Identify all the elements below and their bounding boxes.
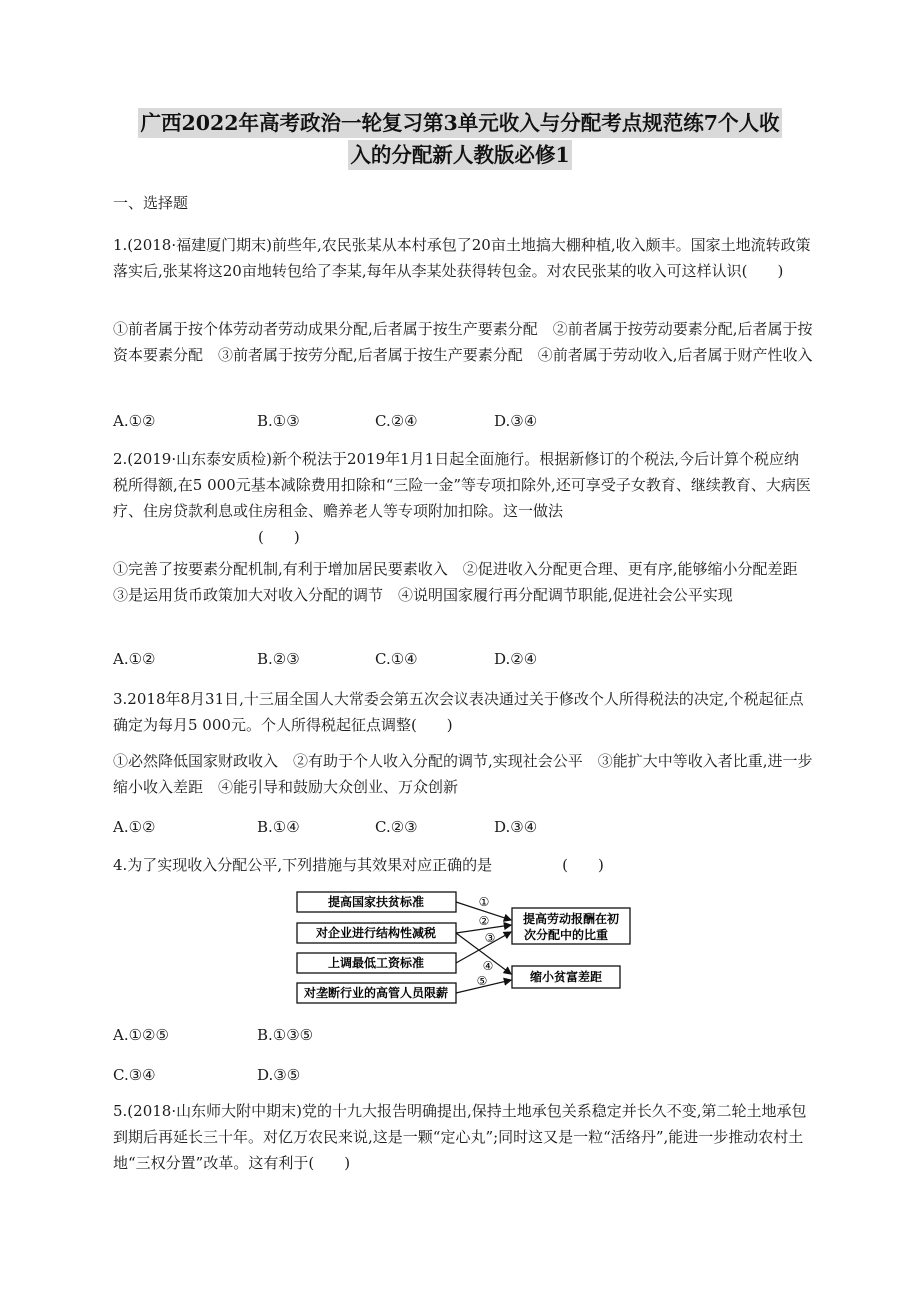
q1-option-d[interactable]: D.③④ xyxy=(494,412,538,430)
q5-stem: 5.(2018·山东师大附中期末)党的十九大报告明确提出,保持土地承包关系稳定并长久不变,第二轮土地承包到期后再延长三十年。对亿万农民来说,这是一颗“定心丸”;同时这又是一粒“活络丹”,能进一步推动农村土地“三权分置”改革。这有利于( ) xyxy=(113,1102,807,1172)
q2-option-d[interactable]: D.②④ xyxy=(494,650,538,668)
q3-statements: ①必然降低国家财政收入 ②有助于个人收入分配的调节,实现社会公平 ③能扩大中等收入者比重,进一步缩小收入差距 ④能引导和鼓励大众创业、万众创新 xyxy=(113,752,813,796)
document-title xyxy=(0,108,920,170)
arrow-number-1: ① xyxy=(478,895,490,909)
measure-label-3: 上调最低工资标准 xyxy=(327,956,425,970)
section-heading: 一、选择题 xyxy=(113,194,189,212)
q4-measures-effects-diagram xyxy=(296,888,632,1006)
effect-top-line-2: 次分配中的比重 xyxy=(523,928,609,942)
q1-option-b[interactable]: B.①③ xyxy=(257,412,300,430)
q4-option-d[interactable]: D.③⑤ xyxy=(257,1066,301,1084)
q4-stem-text: 4.为了实现收入分配公平,下列措施与其效果对应正确的是 xyxy=(113,856,493,874)
q2-option-a[interactable]: A.①② xyxy=(113,650,156,668)
measure-label-2: 对企业进行结构性减税 xyxy=(315,926,437,940)
q2-option-b[interactable]: B.②③ xyxy=(257,650,300,668)
measure-label-1: 提高国家扶贫标准 xyxy=(327,895,425,909)
title-line-2: 入的分配新人教版必修1 xyxy=(348,140,571,170)
q1-option-c[interactable]: C.②④ xyxy=(375,412,418,430)
q3-option-d[interactable]: D.③④ xyxy=(494,818,538,836)
q1-option-a[interactable]: A.①② xyxy=(113,412,156,430)
q4-option-a[interactable]: A.①②⑤ xyxy=(113,1026,169,1044)
q2-stem xyxy=(113,446,813,550)
arrow-number-3: ③ xyxy=(484,931,496,945)
q1-statements: ①前者属于按个体劳动者劳动成果分配,后者属于按生产要素分配 ②前者属于按劳动要素分配,后者属于按资本要素分配 ③前者属于按劳分配,后者属于按生产要素分配 ④前者属于劳动收入,后者属于财产性收入 xyxy=(113,320,813,364)
q1-stem: 1.(2018·福建厦门期末)前些年,农民张某从本村承包了20亩土地搞大棚种植,收入颇丰。国家土地流转政策落实后,张某将这20亩地转包给了李某,每年从李某处获得转包金。对农民张某的收入可这样认识( ) xyxy=(113,236,811,280)
arrow-number-5: ⑤ xyxy=(476,974,488,988)
arrow-number-2: ② xyxy=(478,914,490,928)
q4-option-b[interactable]: B.①③⑤ xyxy=(257,1026,314,1044)
q2-answer-bracket: ( ) xyxy=(258,528,300,546)
q4-stem xyxy=(113,852,813,878)
q3-stem: 3.2018年8月31日,十三届全国人大常委会第五次会议表决通过关于修改个人所得税法的决定,个税起征点确定为每月5 000元。个人所得税起征点调整( ) xyxy=(113,690,804,734)
effect-top-line-1: 提高劳动报酬在初 xyxy=(522,912,620,926)
q3-option-b[interactable]: B.①④ xyxy=(257,818,300,836)
effect-bottom-label: 缩小贫富差距 xyxy=(529,970,603,984)
arrow-number-4: ④ xyxy=(482,959,494,973)
q3-option-c[interactable]: C.②③ xyxy=(375,818,418,836)
q4-option-c[interactable]: C.③④ xyxy=(113,1066,156,1084)
q2-option-c[interactable]: C.①④ xyxy=(375,650,418,668)
q2-stem-text: 2.(2019·山东泰安质检)新个税法于2019年1月1日起全面施行。根据新修订的个税法,今后计算个税应纳税所得额,在5 000元基本减除费用扣除和“三险一金”等专项扣除外,还可享受子女教育、继续教育、大病医疗、住房贷款利息或住房租金、赡养老人等专项附加扣除。这一做法 xyxy=(113,450,811,520)
q2-statements: ①完善了按要素分配机制,有利于增加居民要素收入 ②促进收入分配更合理、更有序,能够缩小分配差距 ③是运用货币政策加大对收入分配的调节 ④说明国家履行再分配调节职能,促进社会公平实现 xyxy=(113,560,813,604)
q4-answer-bracket: ( ) xyxy=(562,856,604,874)
q3-option-a[interactable]: A.①② xyxy=(113,818,156,836)
title-line-1: 广西2022年高考政治一轮复习第3单元收入与分配考点规范练7个人收 xyxy=(138,108,781,138)
measure-label-4: 对垄断行业的高管人员限薪 xyxy=(303,986,449,1000)
